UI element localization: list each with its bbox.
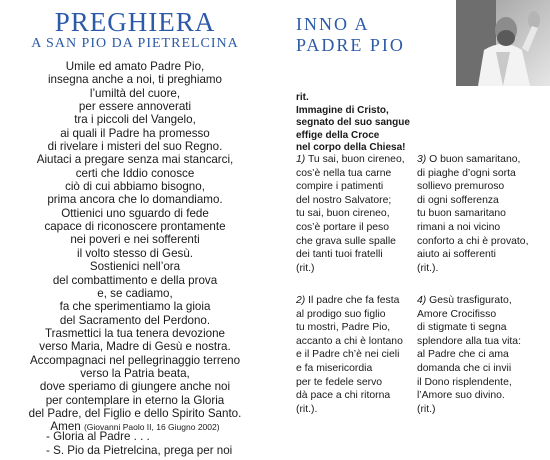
- hymn-verse-2: [296, 294, 403, 416]
- prayer-line: Aiutaci a pregare senza mai stancarci,: [36, 153, 234, 167]
- verse-line: tu buon samaritano: [417, 208, 506, 220]
- refrain-line: segnato del suo sangue: [296, 117, 410, 129]
- prayer-line: del Sacramento del Perdono.: [59, 313, 211, 327]
- hymn-title-line2: PADRE PIO: [296, 35, 405, 55]
- prayer-line: fa che sperimentiamo la gioia: [59, 300, 211, 314]
- prayer-line: ciò di cui abbiamo bisogno,: [65, 180, 205, 194]
- verse-line: al Padre che ci ama: [417, 349, 509, 361]
- hymn-title-line1: INNO A: [296, 14, 370, 34]
- prayer-line: nei poveri e nei sofferenti: [70, 233, 200, 247]
- verse-line: Amore Crocifisso: [417, 308, 497, 320]
- verse-line: e il Padre ch’è nei cieli: [296, 349, 400, 361]
- verse-line: [296, 153, 405, 167]
- hymn-verse-3: [417, 153, 528, 275]
- verse-line: dei tanti tuoi fratelli: [296, 249, 383, 261]
- prayer-line: verso la Patria beata,: [80, 366, 190, 380]
- prayer-line: il volto stesso di Gesù.: [77, 246, 193, 260]
- prayer-line: Ottienici uno sguardo di fede: [61, 206, 209, 220]
- prayer-line: Accompagnaci nel pellegrinaggio terreno: [29, 353, 241, 367]
- verse-line: (rit.): [417, 403, 436, 415]
- verse-line: di stigmate ti segna: [417, 322, 507, 334]
- verse-line: conforto a chi è provato,: [417, 235, 529, 247]
- prayer-panel: [0, 0, 270, 460]
- verse-line: e fa misericordia: [296, 362, 373, 374]
- verse-line: splendore alla tua vita:: [417, 335, 521, 347]
- closing-line: - S. Pio da Pietrelcina, prega per noi: [46, 444, 233, 457]
- verse-line: che grava sulle spalle: [296, 235, 396, 247]
- prayer-citation: (Giovanni Paolo II, 16 Giugno 2002): [83, 422, 220, 433]
- refrain-line: Immagine di Cristo,: [296, 104, 389, 116]
- prayer-line: verso Maria, Madre di Gesù e nostra.: [39, 340, 231, 354]
- verse-line: (rit.).: [296, 403, 318, 415]
- verse-line: (rit.).: [417, 262, 439, 274]
- prayer-line: e, se cadiamo,: [97, 286, 173, 300]
- verse-line: tu mostri, Padre Pio,: [296, 322, 391, 334]
- prayer-line: Trasmettici la tua tenera devozione: [44, 326, 225, 340]
- verse-line: sollievo premuroso: [417, 181, 505, 193]
- prayer-line: per contemplare in eterno la Gloria: [45, 393, 225, 407]
- verse-line: aiuto ai sofferenti: [417, 249, 496, 261]
- verse-line: tu sai, buon cireneo,: [296, 208, 390, 220]
- verse-line-text: Il padre che fa festa: [308, 295, 400, 306]
- prayer-line: del Padre, del Figlio e dello Spirito Santo.: [28, 406, 242, 420]
- prayer-line: Sostienici nell’ora: [89, 260, 181, 274]
- prayer-subtitle: A SAN PIO DA PIETRELCINA: [31, 36, 239, 51]
- verse-line-text: Tu sai, buon cireneo,: [307, 154, 405, 165]
- prayer-line: insegna anche a noi, ti preghiamo: [47, 73, 223, 87]
- verse-number: 4): [417, 295, 427, 306]
- prayer-line: per essere annoverati: [78, 100, 192, 114]
- prayer-line: Umile ed amato Padre Pio,: [65, 60, 205, 73]
- padre-pio-photo-image: [456, 0, 550, 86]
- padre-pio-photo: [456, 0, 550, 86]
- verse-line: del nostro Salvatore;: [296, 194, 392, 206]
- prayer-line: ai quali il Padre ha promesso: [60, 126, 210, 140]
- refrain-line: nel corpo della Chiesa!: [296, 142, 406, 154]
- closing-line: - Gloria al Padre . . .: [46, 430, 150, 443]
- prayer-line: certi che Iddio conosce: [75, 166, 195, 180]
- prayer-line: dove speriamo di giungere anche noi: [39, 380, 231, 394]
- prayer-header: [0, 8, 270, 52]
- verse-line: l’Amore suo divino.: [417, 390, 505, 402]
- prayer-amen: Amen: [50, 420, 81, 434]
- verse-line-text: O buon samaritano,: [429, 154, 521, 165]
- refrain-line: rit.: [296, 92, 309, 103]
- verse-line: compire i patimenti: [296, 181, 384, 193]
- verse-line: (rit.): [296, 262, 315, 274]
- verse-line: [296, 294, 403, 308]
- verse-line: dà pace a chi ritorna: [296, 390, 391, 402]
- verse-line: di piaghe d’ogni sorta: [417, 167, 516, 179]
- verse-line: [417, 294, 521, 308]
- prayer-line: del combattimento e della prova: [52, 273, 218, 287]
- prayer-line: tra i piccoli del Vangelo,: [74, 113, 196, 127]
- prayer-line: l’umiltà del cuore,: [89, 86, 181, 100]
- verse-line: al prodigo suo figlio: [296, 308, 386, 320]
- hymn-verse-1: [296, 153, 405, 275]
- prayer-line: capace di riconoscere prontamente: [44, 220, 226, 234]
- verse-line: cos’è nella tua carne: [296, 167, 392, 179]
- prayer-line: di rivelare i misteri del suo Regno.: [47, 140, 223, 154]
- hymn-title: [296, 14, 405, 56]
- verse-number: 1): [296, 154, 306, 165]
- verse-number: 3): [417, 154, 427, 165]
- hymn-refrain: [296, 92, 410, 155]
- verse-line: cos’è portare il peso: [296, 221, 389, 233]
- refrain-line: effige della Croce: [296, 129, 380, 141]
- prayer-text: [0, 60, 270, 435]
- verse-line: il Dono risplendente,: [417, 376, 512, 388]
- verse-number: 2): [296, 295, 306, 306]
- prayer-line: prima ancora che lo domandiamo.: [47, 193, 223, 207]
- hymn-panel: [280, 0, 550, 460]
- verse-line: per te fedele servo: [296, 376, 383, 388]
- hymn-verse-4: [417, 294, 521, 416]
- verse-line: accanto a chi è lontano: [296, 335, 403, 347]
- verse-line: domanda che ci invii: [417, 362, 512, 374]
- verse-line: [417, 153, 528, 167]
- verse-line-text: Gesù trasfigurato,: [429, 295, 512, 306]
- prayer-title: PREGHIERA: [54, 7, 216, 37]
- verse-line: di ogni sofferenza: [417, 194, 499, 206]
- prayer-closing: [46, 430, 232, 458]
- verse-line: rimani a noi vicino: [417, 221, 501, 233]
